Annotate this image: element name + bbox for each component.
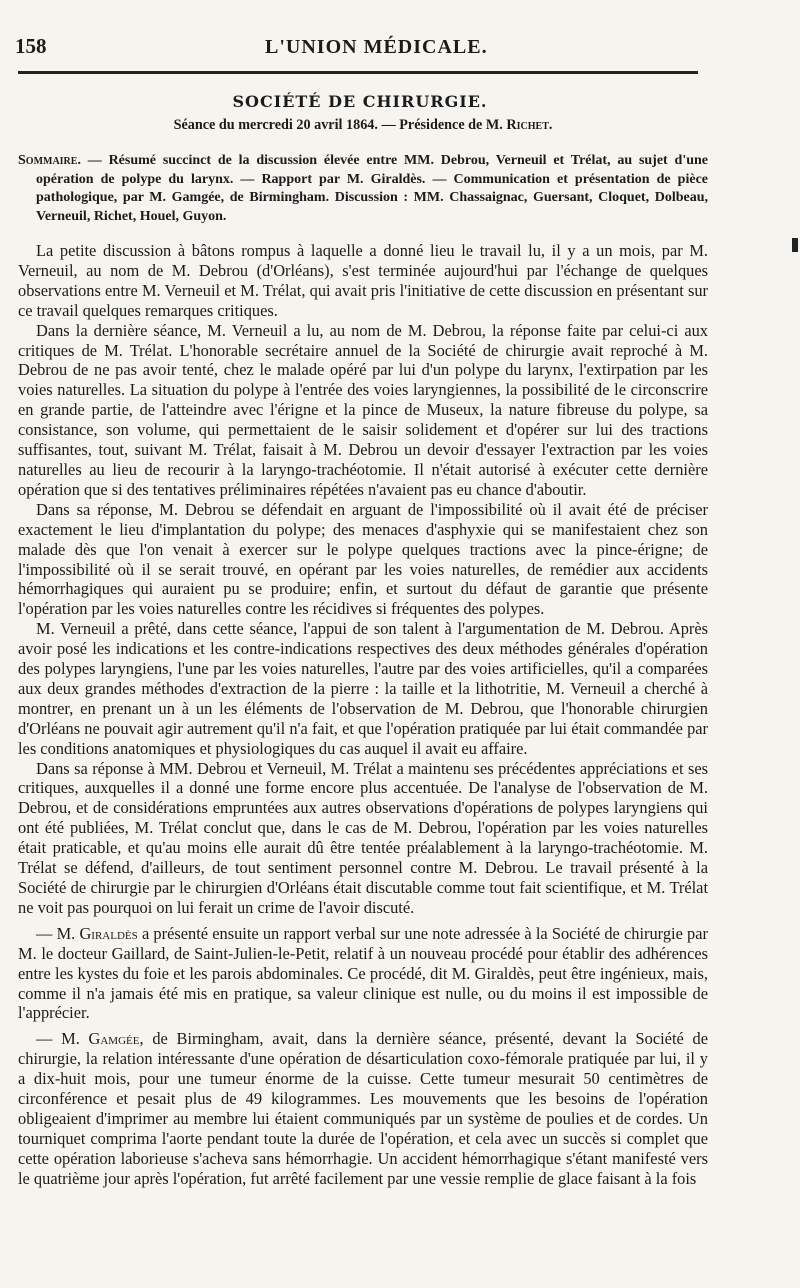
paragraph-lead: — M. (36, 923, 80, 943)
president-name: Richet (506, 117, 549, 133)
person-name: Gamgée (88, 1029, 140, 1049)
paragraph-lead: — M. (36, 1029, 89, 1049)
session-end: . (548, 117, 553, 133)
paragraph: Dans sa réponse à MM. Debrou et Verneuil, M. Trélat a maintenu ses précédentes appréciations et ses critiques, auxquelles il a donné une forme encore plus accentuée. De l'analyse de l'observation de M. Debrou, et de considérations empruntées aux autres observations d'opérations de polypes laryngiens qui ont été publiées, M. Trélat conclut que, dans le cas de M. Debrou, l'opération par les voies naturelles était praticable, et qu'au moins elle aurait dû être tentée préalablement à la laryngo-trachéotomie. M. Trélat se défend, d'ailleurs, de tout sentiment personnel contre M. Debrou. Le travail présenté à la Société de chirurgie par le chirurgien d'Orléans était discutable comme tout fait scientifique, et M. Trélat ne voit pas pourquoi on lui ferait un crime de l'avoir discuté. (18, 758, 708, 917)
paragraph: Dans la dernière séance, M. Verneuil a lu, au nom de M. Debrou, la réponse faite par celui-ci aux critiques de M. Trélat. L'honorable secrétaire annuel de la Société de chirurgie avait reproché à M. Debrou de ne pas avoir tenté, chez le malade opéré par lui d'un polype du larynx, l'extirpation par les voies naturelles. La situation du polype à l'entrée des voies laryngiennes, la possibilité de le circonscrire en grande partie, de l'atteindre avec l'érigne et la pince de Museux, la nature fibreuse du polype, sa consistance, son volume, qui permettaient de le saisir solidement et d'opérer sur lui des tractions suffisantes, tout, suivant M. Trélat, faisait à M. Debrou un devoir d'essayer l'extraction par les voies naturelles au lieu de recourir à la laryngo-trachéotomie. Il n'était autorisé à exécuter cette dernière opération que si des tentatives préliminaires répétées n'avaient pas eu chance d'aboutir. (18, 320, 708, 499)
paragraph-text: , de Birmingham, avait, dans la dernière séance, présenté, devant la Société de chirurgie, la relation intéressante d'une opération de désarticulation coxo-fémorale pratiquée par lui, il y a dix-huit mois, pour une tumeur énorme de la cuisse. Cette tumeur mesurait 50 centimètres de circonférence et pesait plus de 49 kilogrammes. Les mouvements que les besoins de l'opération obligeaient d'imprimer au membre lui étaient communiqués par un système de poulies et de cordes. Un tourniquet comprima l'aorte pendant toute la durée de l'opération, et cela avec un succès si complet que cette opération laborieuse s'acheva sans hémorrhagie. Un accident hémorrhagique s'étant manifesté vers le quatrième jour après l'opération, fut arrêté facilement par une vessie remplie de glace faisant à la fois (18, 1029, 708, 1188)
summary-label: Sommaire. (18, 153, 81, 168)
header-rule (18, 71, 698, 74)
section-title: SOCIÉTÉ DE CHIRURGIE. (232, 92, 488, 111)
paragraph: Dans sa réponse, M. Debrou se défendait en arguant de l'impossibilité où il avait été de préciser exactement le lieu d'implantation du polype; des menaces d'asphyxie qui se manifestaient chez son malade dès que l'on venait à exercer sur le polype quelques tractions avec la pince-érigne; de l'impossibilité où il se serait trouvé, en opérant par les voies naturelles, de remédier aux accidents hémorrhagiques qui auraient pu se produire; enfin, et surtout du défaut de garantie que présente l'opération par les voies naturelles contre les récidives si fréquentes des polypes. (18, 499, 708, 619)
paragraph: M. Verneuil a prêté, dans cette séance, l'appui de son talent à l'argumentation de M. Debrou. Après avoir posé les indications et les contre-indications respectives des deux méthodes générales d'opération des polypes laryngiens, l'une par les voies naturelles, l'autre par des voies artificielles, qu'il a comparées aux deux grandes méthodes d'extraction de la pierre : la taille et la lithotritie, M. Verneuil a cherché à montrer, en prenant un à un les éléments de l'observation de M. Debrou, que l'honorable chirurgien d'Orléans ne pouvait agir autrement qu'il n'a fait, et que l'opération pratiquée par lui était commandée par les conditions anatomiques et physiologiques du cas auquel il avait eu affaire. (18, 619, 708, 758)
paragraph: La petite discussion à bâtons rompus à laquelle a donné lieu le travail lu, il y a un mois, par M. Verneuil, au nom de M. Debrou (d'Orléans), s'est terminée aujourd'hui par l'échange de quelques observations entre M. Verneuil et M. Trélat, qui avait pris l'initiative de cette discussion en présentant sur ce travail quelques remarques critiques. (18, 241, 708, 320)
page-number: 158 (15, 34, 47, 58)
margin-mark (792, 238, 798, 252)
article-body (18, 241, 708, 1189)
session-text: Séance du mercredi 20 avril 1864. — Présidence de M. (173, 117, 507, 133)
summary (18, 152, 708, 226)
paragraph (18, 924, 708, 1024)
running-head (15, 34, 708, 59)
person-name: Giraldès (79, 923, 138, 943)
session-line (18, 117, 708, 134)
summary-text: — Résumé succinct de la discussion élevée entre MM. Debrou, Verneuil et Trélat, au sujet d'une opération de polype du larynx. — Rapport par M. Giraldès. — Communication et présentation de pièce pathologique, par M. Gamgée, de Birmingham. Discussion : MM. Chassaignac, Guersant, Cloquet, Dolbeau, Verneuil, Richet, Houel, Guyon. (36, 153, 708, 224)
journal-title: L'UNION MÉDICALE. (265, 36, 488, 58)
paragraph (18, 1029, 708, 1188)
paragraph-text: a présenté ensuite un rapport verbal sur une note adressée à la Société de chirurgie par M. le docteur Gaillard, de Saint-Julien-le-Petit, relatif à un nouveau procédé pour établir des adhérences entre les kystes du foie et les parois abdominales. Ce procédé, dit M. Giraldès, peut être ingénieux, mais, comme il n'a jamais été mis en pratique, sa valeur clinique est nulle, ou du moins il est impossible de l'apprécier. (18, 923, 708, 1023)
